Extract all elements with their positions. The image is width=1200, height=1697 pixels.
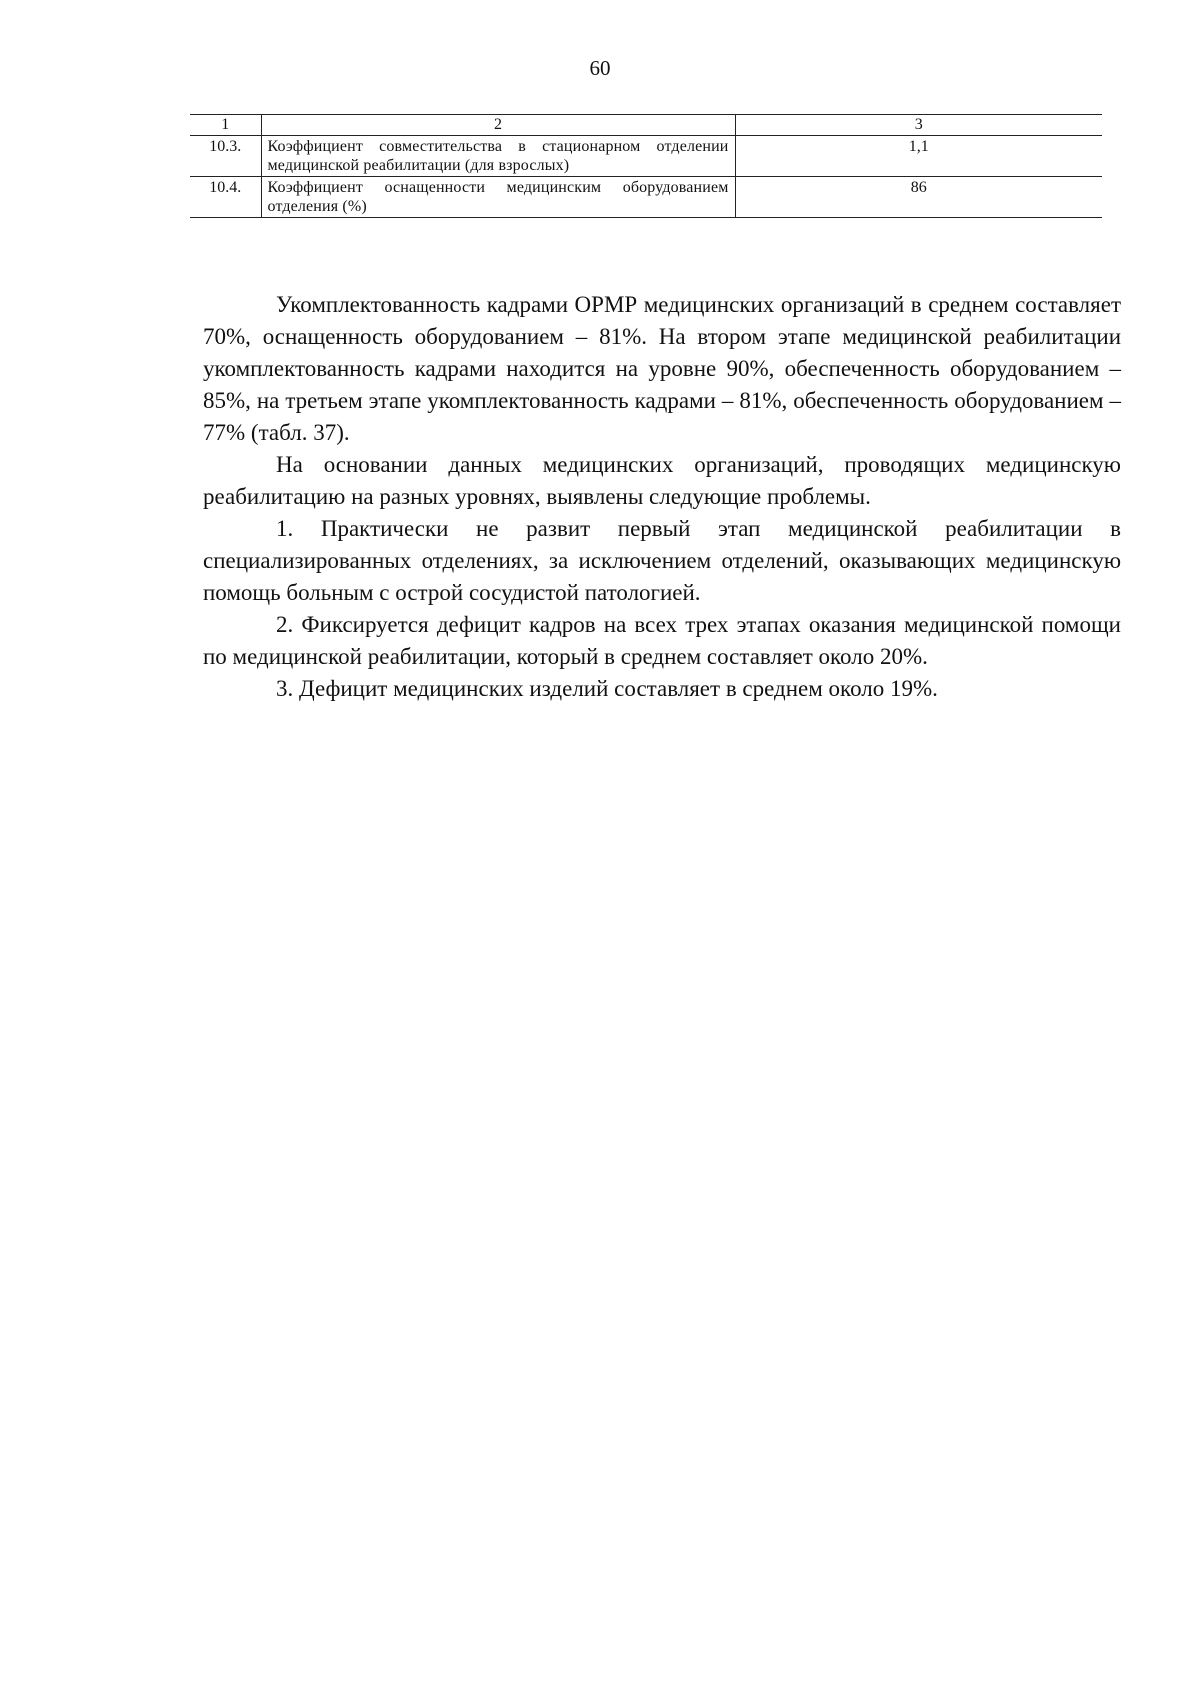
indicator-table xyxy=(190,114,1102,218)
column-header-2: 2 xyxy=(261,115,735,136)
page-number: 60 xyxy=(589,56,611,80)
row-number: 10.3. xyxy=(190,136,261,177)
body-text xyxy=(203,289,1121,705)
row-value: 1,1 xyxy=(735,136,1102,177)
column-header-3: 3 xyxy=(735,115,1102,136)
paragraph-problem-3: 3. Дефицит медицинских изделий составляет в среднем около 19%. xyxy=(276,676,938,701)
table-row xyxy=(190,136,1102,177)
table-row xyxy=(190,177,1102,218)
row-indicator-name: Коэффициент оснащенности медицинским оборудованием отделения (%) xyxy=(261,177,735,218)
paragraph-staffing: Укомплектованность кадрами ОРМР медицинских организаций в среднем составляет 70%, оснащенность оборудованием – 81%. На втором этапе медицинской реабилитации укомплектованность кадрами находится на уровне 90%, обеспеченность оборудованием – 85%, на третьем этапе укомплектованность кадрами – 81%, обеспеченность оборудованием – 77% (табл. 37). xyxy=(203,292,1121,445)
row-value: 86 xyxy=(735,177,1102,218)
row-indicator-name: Коэффициент совместительства в стационарном отделении медицинской реабилитации (для взрослых) xyxy=(261,136,735,177)
row-number: 10.4. xyxy=(190,177,261,218)
paragraph-problem-1: 1. Практически не развит первый этап медицинской реабилитации в специализированных отделениях, за исключением отделений, оказывающих медицинскую помощь больным с острой сосудистой патологией. xyxy=(203,516,1121,605)
paragraph-problems-intro: На основании данных медицинских организаций, проводящих медицинскую реабилитацию на разных уровнях, выявлены следующие проблемы. xyxy=(203,452,1121,509)
table-header-row xyxy=(190,115,1102,136)
paragraph-problem-2: 2. Фиксируется дефицит кадров на всех трех этапах оказания медицинской помощи по медицинской реабилитации, который в среднем составляет около 20%. xyxy=(203,612,1121,669)
column-header-1: 1 xyxy=(190,115,261,136)
